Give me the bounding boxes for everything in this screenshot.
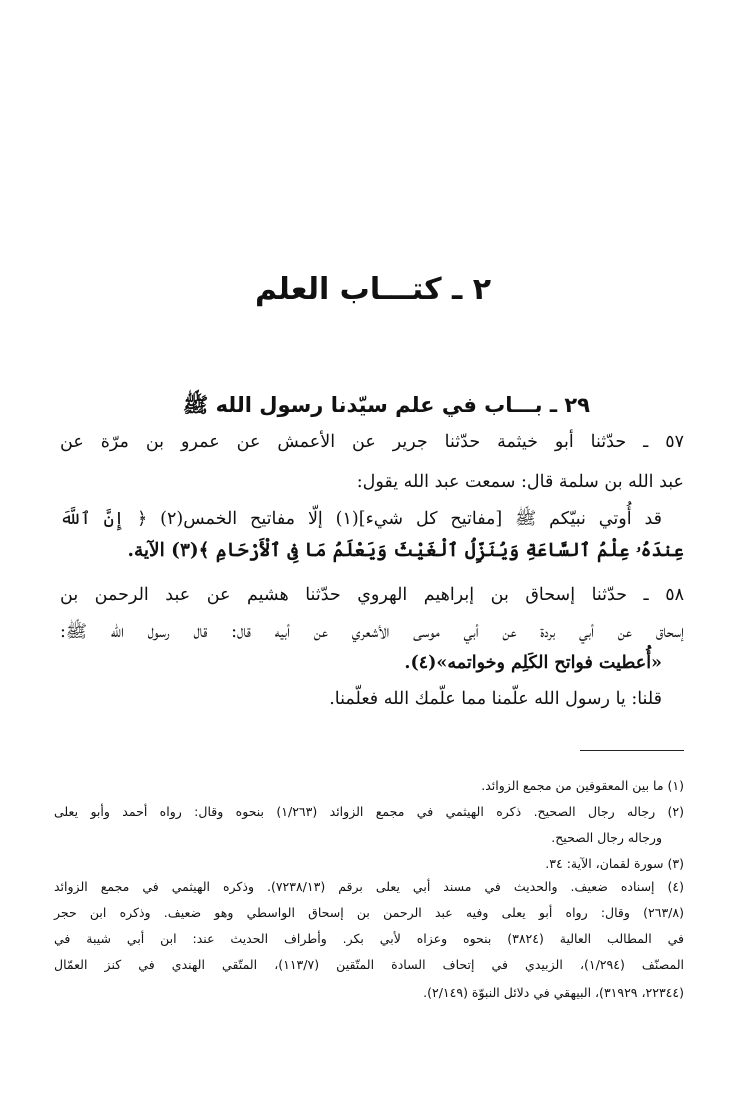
footnote-2-line-2: ورجاله رجال الصحيح. bbox=[551, 830, 662, 845]
footnote-4-line-2: (٢٦٣/٨) وقال: رواه أبو يعلى وفيه عبد الرحمن بن إسحاق الواسطي وهو ضعيف. وذكره ابن حجر bbox=[54, 905, 684, 920]
footnote-separator bbox=[580, 750, 684, 751]
hadith-58-line-4: قلنا: يا رسول الله علّمنا مما علّمك الله فعلّمنا. bbox=[329, 689, 662, 709]
footnote-3: (٣) سورة لقمان، الآية: ٣٤. bbox=[545, 856, 684, 871]
hadith-57-line-2: عبد الله بن سلمة قال: سمعت عبد الله يقول: bbox=[356, 472, 684, 492]
footnote-4-line-1: (٤) إسناده ضعيف. والحديث في مسند أبي يعلى برقم (٧٢٣٨/١٣). وذكره الهيثمي في مجمع الزوائد bbox=[54, 879, 684, 894]
footnote-4-line-4: المصنّف (١/٢٩٤)، الزبيدي في إتحاف السادة المتّقين (١١٣/٧)، المتّقي الهندي في كنز العمّال bbox=[54, 957, 684, 972]
footnote-4-line-5: (٢٢٣٤٤، ٣١٩٢٩)، البيهقي في دلائل النبوّة (٢/١٤٩). bbox=[423, 985, 684, 1000]
footnote-4-line-3: في المطالب العالية (٣٨٢٤) بنحوه وعزاه لأبي بكر. وأطراف الحديث عند: ابن أبي شيبة في bbox=[54, 931, 684, 946]
book-title: ٢ ـ كتـــاب العلم bbox=[254, 272, 492, 307]
hadith-57-line-1: ٥٧ ـ حدّثنا أبو خيثمة حدّثنا جرير عن الأعمش عن عمرو بن مرّة عن bbox=[60, 432, 684, 452]
hadith-58-prophetic-saying: «أُعطيت فواتح الكَلِم وخواتمه»(٤). bbox=[404, 653, 662, 673]
hadith-58-line-2: إسحاق عن أبي بردة عن أبي موسى الأشعري عن أبيه قال: قال رسول الله ﷺ: bbox=[60, 622, 684, 642]
hadith-58-line-1: ٥٨ ـ حدّثنا إسحاق بن إبراهيم الهروي حدّثنا هشيم عن عبد الرحمن بن bbox=[60, 585, 684, 605]
footnote-2-line-1: (٢) رجاله رجال الصحيح. ذكره الهيثمي في مجمع الزوائد (١/٢٦٣) بنحوه وقال: رواه أحمد وأبو يعلى bbox=[54, 804, 684, 819]
chapter-heading: ٢٩ ـ بـــاب في علم سيّدنا رسول الله ﷺ bbox=[182, 393, 590, 417]
footnote-1: (١) ما بين المعقوفين من مجمع الزوائد. bbox=[481, 778, 684, 793]
hadith-57-quran-verse: عِندَهُۥ عِلْمُ ٱلسَّاعَةِ وَيُنَزِّلُ ٱلْغَيْثَ وَيَعْلَمُ مَا فِى ٱلْأَرْحَامِ ﴾(٣) الآية. bbox=[127, 540, 684, 561]
hadith-57-line-3: قد أُوتي نبيّكم ﷺ [مفاتيح كل شيء](١) إلّا مفاتيح الخمس(٢) ﴿ إِنَّ ٱللَّهَ bbox=[60, 509, 662, 529]
